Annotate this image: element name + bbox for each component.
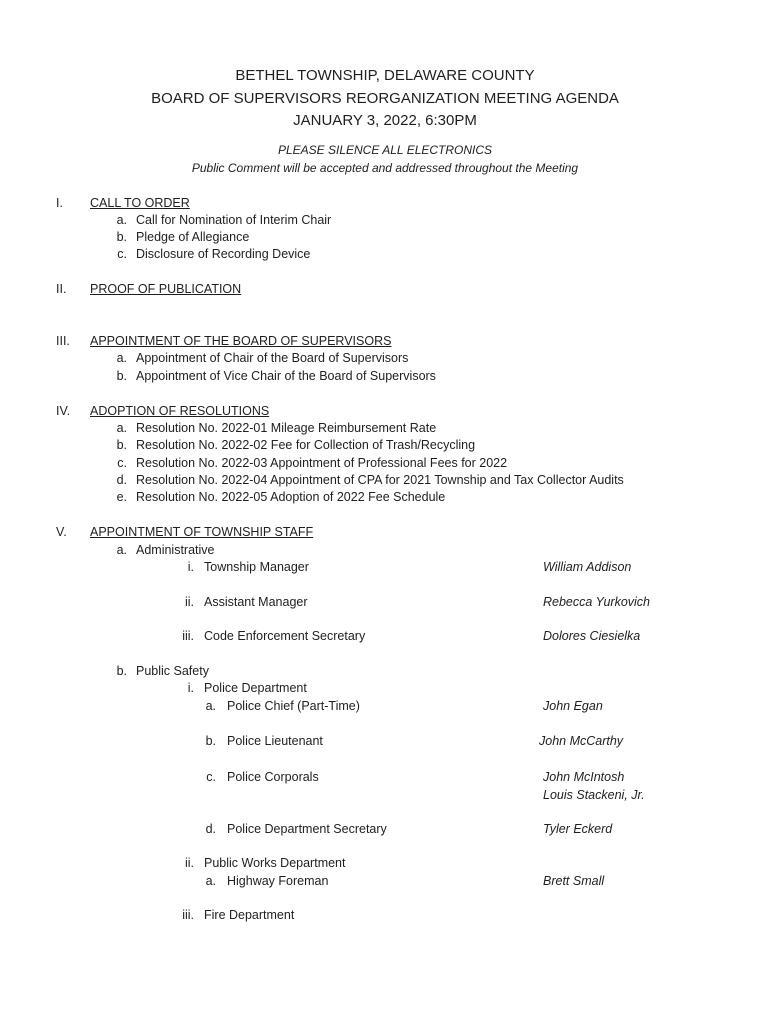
section-numeral: I. (56, 196, 63, 210)
role-marker: ii. (184, 595, 194, 609)
item-marker: c. (117, 247, 127, 261)
department-fire: Fire Department (204, 908, 295, 922)
agenda-title-date: JANUARY 3, 2022, 6:30PM (293, 112, 477, 129)
department-public-works: Public Works Department (204, 856, 346, 870)
resolution-item: Resolution No. 2022-03 Appointment of Professional Fees for 2022 (136, 456, 508, 470)
role-marker: c. (206, 770, 216, 784)
role-title: Code Enforcement Secretary (204, 629, 366, 643)
role-marker: ii. (184, 856, 194, 870)
section-numeral: IV. (56, 404, 71, 418)
resolution-item: Resolution No. 2022-04 Appointment of CPA for 2021 Township and Tax Collector Audits (136, 473, 624, 487)
item-marker: b. (116, 438, 127, 452)
role-title: Police Corporals (227, 770, 319, 784)
role-marker: iii. (182, 629, 194, 643)
section-numeral: V. (56, 525, 67, 539)
role-title: Police Department Secretary (227, 822, 387, 836)
role-marker: i. (187, 681, 194, 695)
section-numeral: III. (56, 334, 70, 348)
section-heading-township-staff: APPOINTMENT OF TOWNSHIP STAFF (90, 525, 314, 539)
item-marker: b. (116, 664, 127, 678)
agenda-title-township: BETHEL TOWNSHIP, DELAWARE COUNTY (235, 67, 535, 84)
appointee-name: John McCarthy (539, 734, 624, 748)
item-marker: d. (116, 473, 127, 487)
agenda-title-meeting: BOARD OF SUPERVISORS REORGANIZATION MEETING AGENDA (151, 90, 619, 107)
agenda-item: Appointment of Vice Chair of the Board of Supervisors (136, 369, 436, 383)
item-marker: a. (116, 213, 127, 227)
item-marker: e. (116, 490, 127, 504)
item-marker: b. (116, 230, 127, 244)
subsection-public-safety: Public Safety (136, 664, 209, 678)
role-marker: a. (205, 699, 216, 713)
section-heading-call-to-order: CALL TO ORDER (90, 196, 190, 210)
section-heading-proof-of-publication: PROOF OF PUBLICATION (90, 282, 242, 296)
item-marker: a. (116, 421, 127, 435)
item-marker: c. (117, 456, 127, 470)
appointee-name: Tyler Eckerd (543, 822, 613, 836)
section-heading-resolutions: ADOPTION OF RESOLUTIONS (90, 404, 270, 418)
item-marker: a. (116, 543, 127, 557)
department-police: Police Department (204, 681, 307, 695)
public-comment-notice: Public Comment will be accepted and addressed throughout the Meeting (191, 161, 579, 175)
agenda-item: Appointment of Chair of the Board of Supervisors (136, 351, 409, 365)
agenda-item: Pledge of Allegiance (136, 230, 250, 244)
appointee-name: Rebecca Yurkovich (543, 595, 651, 609)
appointee-name: William Addison (543, 560, 632, 574)
section-numeral: II. (56, 282, 67, 296)
agenda-item: Disclosure of Recording Device (136, 247, 311, 261)
role-marker: i. (187, 560, 194, 574)
appointee-name: Dolores Ciesielka (543, 629, 641, 643)
resolution-item: Resolution No. 2022-01 Mileage Reimbursement Rate (136, 421, 437, 435)
role-title: Highway Foreman (227, 874, 329, 888)
section-heading-board-appointment: APPOINTMENT OF THE BOARD OF SUPERVISORS (90, 334, 392, 348)
role-title: Assistant Manager (204, 595, 308, 609)
role-title: Township Manager (204, 560, 309, 574)
role-marker: d. (205, 822, 216, 836)
appointee-name: Brett Small (543, 874, 605, 888)
role-title: Police Chief (Part-Time) (227, 699, 360, 713)
role-marker: iii. (182, 908, 194, 922)
resolution-item: Resolution No. 2022-02 Fee for Collection of Trash/Recycling (136, 438, 476, 452)
electronics-notice: PLEASE SILENCE ALL ELECTRONICS (277, 143, 493, 157)
role-marker: a. (205, 874, 216, 888)
item-marker: a. (116, 351, 127, 365)
role-title: Police Lieutenant (227, 734, 323, 748)
appointee-name: John McIntosh (543, 770, 625, 784)
appointee-name: John Egan (543, 699, 603, 713)
resolution-item: Resolution No. 2022-05 Adoption of 2022 Fee Schedule (136, 490, 446, 504)
role-marker: b. (205, 734, 216, 748)
agenda-item: Call for Nomination of Interim Chair (136, 213, 332, 227)
item-marker: b. (116, 369, 127, 383)
subsection-administrative: Administrative (136, 543, 215, 557)
appointee-name: Louis Stackeni, Jr. (543, 788, 645, 802)
